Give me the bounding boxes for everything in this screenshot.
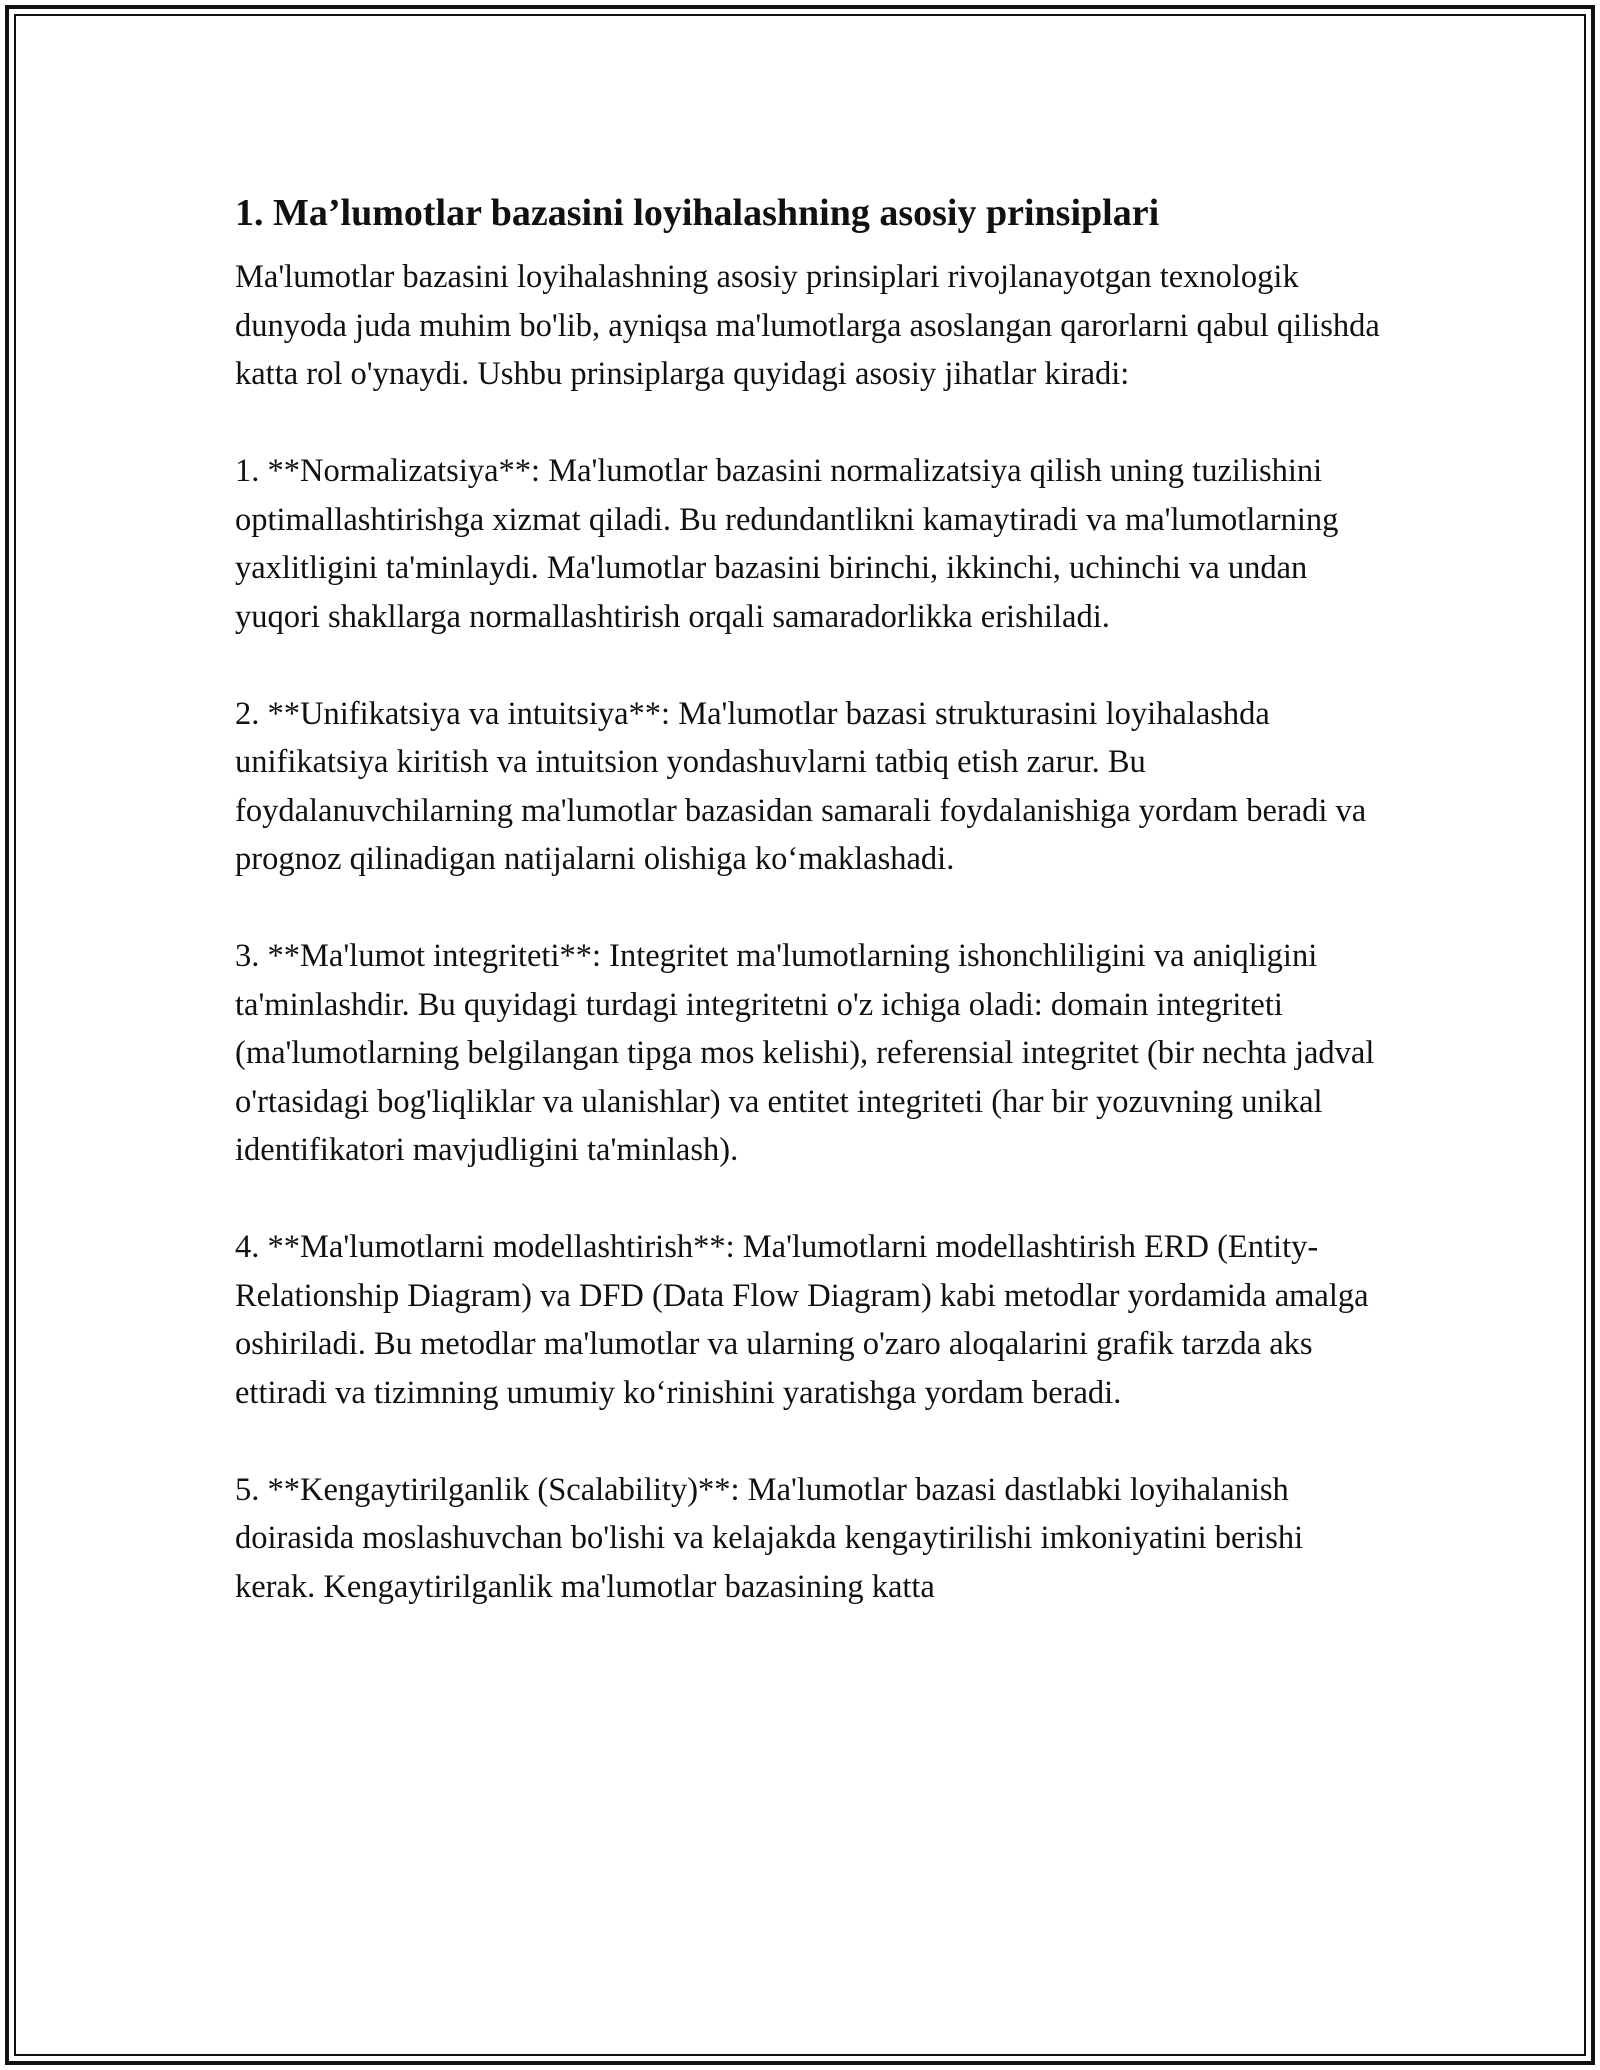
intro-paragraph: Ma'lumotlar bazasini loyihalashning asosiy prinsiplari rivojlanayotgan texnologik dunyoda juda muhim bo'lib, ayniqsa ma'lumotlarga asoslangan qarorlarni qabul qilishda katta rol o'ynaydi. Ushbu prinsiplarga quyidagi asosiy jihatlar kiradi: xyxy=(235,259,1380,392)
section-heading: 1. Ma’lumotlar bazasini loyihalashning asosiy prinsiplari xyxy=(235,192,1160,234)
principle-integrity-paragraph: 3. **Ma'lumot integriteti**: Integritet ma'lumotlarning ishonchliligini va aniqligini ta'minlashdir. Bu quyidagi turdagi integritetni o'z ichiga oladi: domain integriteti (ma'lumotlarning belgilangan tipga mos kelishi), referensial integritet (bir nechta jadval o'rtasidagi bog'liqliklar va ulanishlar) va entitet integriteti (har bir yozuvning unikal identifikatori mavjudligini ta'minlash). xyxy=(235,938,1375,1168)
principle-normalization-paragraph: 1. **Normalizatsiya**: Ma'lumotlar bazasini normalizatsiya qilish uning tuzilishini optimallashtirishga xizmat qiladi. Bu redundantlikni kamaytiradi va ma'lumotlarning yaxlitligini ta'minlaydi. Ma'lumotlar bazasini birinchi, ikkinchi, uchinchi va undan yuqori shakllarga normallashtirish orqali samaradorlikka erishiladi. xyxy=(235,453,1339,635)
document-body xyxy=(235,185,1385,1611)
principle-modeling-paragraph: 4. **Ma'lumotlarni modellashtirish**: Ma'lumotlarni modellashtirish ERD (Entity-Relationship Diagram) va DFD (Data Flow Diagram) kabi metodlar yordamida amalga oshiriladi. Bu metodlar ma'lumotlar va ularning o'zaro aloqalarini grafik tarzda aks ettiradi va tizimning umumiy ko‘rinishini yaratishga yordam beradi. xyxy=(235,1229,1369,1411)
principle-unification-paragraph: 2. **Unifikatsiya va intuitsiya**: Ma'lumotlar bazasi strukturasini loyihalashda unifikatsiya kiritish va intuitsion yondashuvlarni tatbiq etish zarur. Bu foydalanuvchilarning ma'lumotlar bazasidan samarali foydalanishiga yordam beradi va prognoz qilinadigan natijalarni olishiga ko‘maklashadi. xyxy=(235,695,1367,877)
principle-scalability-paragraph: 5. **Kengaytirilganlik (Scalability)**: Ma'lumotlar bazasi dastlabki loyihalanish doirasida moslashuvchan bo'lishi va kelajakda kengaytirilishi imkoniyatini berishi kerak. Kengaytirilganlik ma'lumotlar bazasining katta xyxy=(235,1471,1304,1605)
